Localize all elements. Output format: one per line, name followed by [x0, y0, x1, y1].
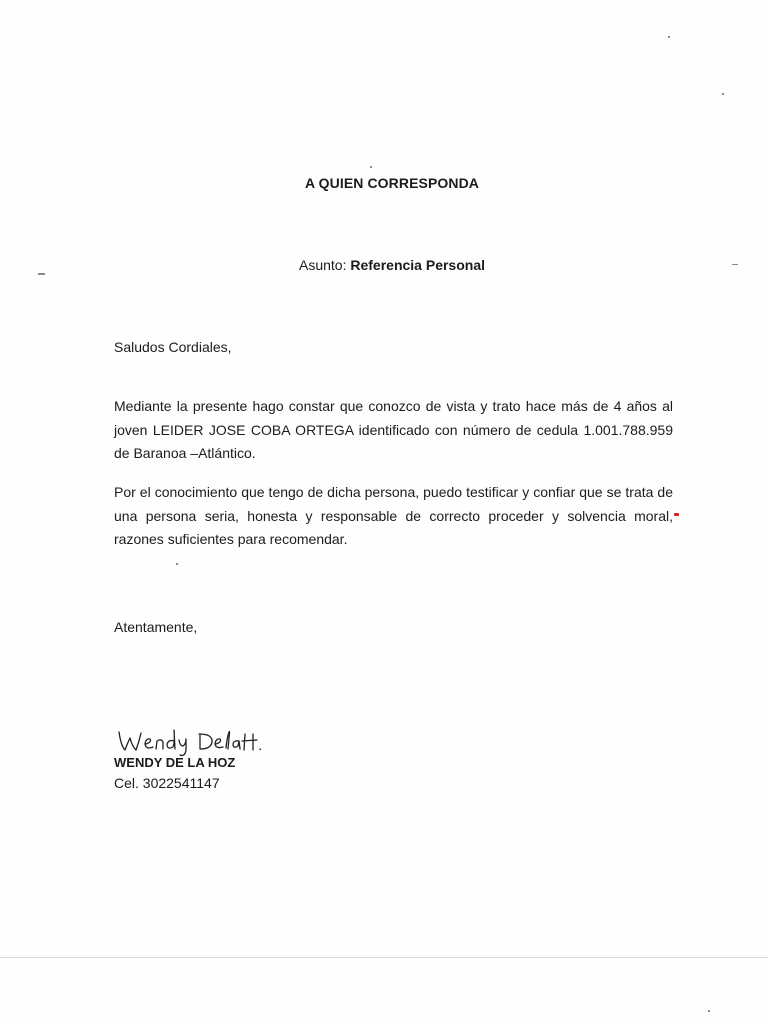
- subject-label: Asunto:: [299, 257, 347, 273]
- scan-speck: [668, 36, 670, 38]
- scan-speck: [176, 563, 178, 565]
- subject-value: Referencia Personal: [350, 257, 485, 273]
- subject-line: [0, 257, 768, 273]
- signatory-name: WENDY DE LA HOZ: [114, 755, 236, 770]
- closing: Atentamente,: [114, 619, 198, 635]
- scan-speck: [370, 166, 372, 168]
- letter-heading: A QUIEN CORRESPONDA: [304, 175, 480, 191]
- scan-edge-line: [0, 957, 768, 958]
- scan-speck: [708, 1010, 710, 1012]
- scan-speck: [722, 93, 724, 95]
- greeting: Saludos Cordiales,: [114, 339, 232, 355]
- body-paragraph-2: Por el conocimiento que tengo de dicha persona, puedo testificar y confiar que se trata de una persona seria, honesta y responsable de correcto proceder y solvencia moral, razones suficientes para recomendar.: [114, 484, 673, 547]
- scan-speck: [38, 273, 45, 275]
- body-paragraph-1: Mediante la presente hago constar que conozco de vista y trato hace más de 4 años al joven LEIDER JOSE COBA ORTEGA identificado con número de cedula 1.001.788.959 de Baranoa –Atlántico.: [114, 398, 673, 461]
- handwritten-signature: [116, 724, 266, 758]
- signatory-phone: Cel. 3022541147: [114, 775, 220, 791]
- red-ink-mark: [674, 513, 679, 516]
